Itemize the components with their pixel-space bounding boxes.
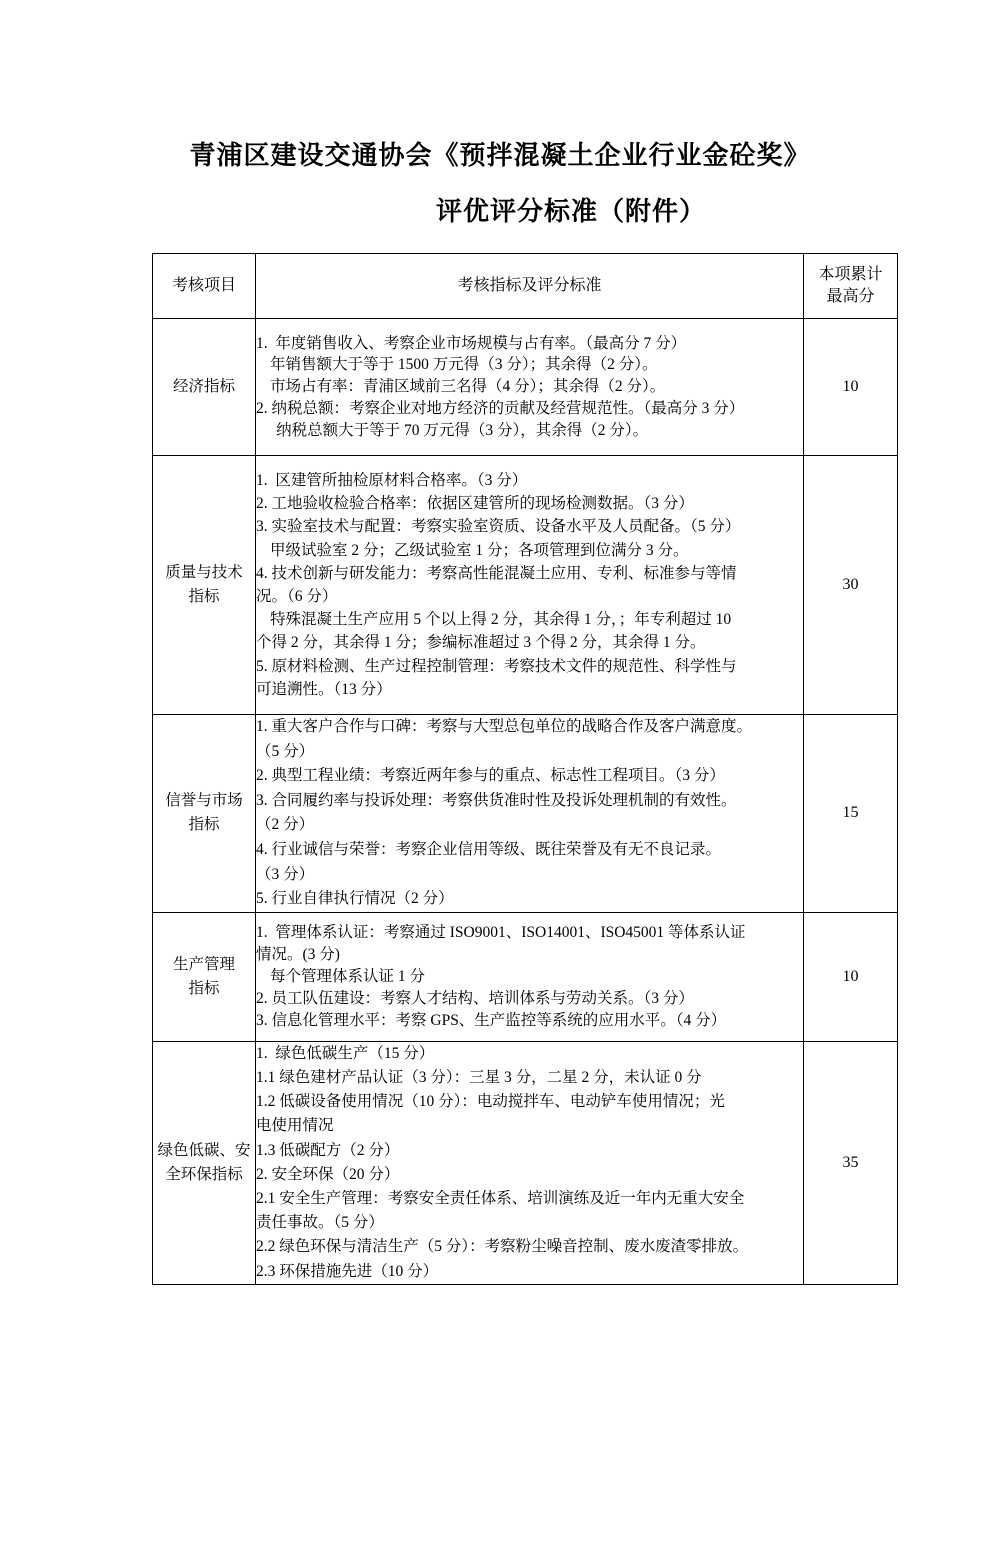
category-cell (153, 319, 256, 456)
table-header-row (153, 254, 898, 319)
category-line: 指标 (188, 979, 220, 997)
table-row (153, 912, 898, 1041)
detail-line: 特殊混凝土生产应用 5 个以上得 2 分，其余得 1 分，；年专利超过 10 (269, 611, 732, 629)
detail-line: （3 分） (256, 865, 315, 883)
detail-line: 市场占有率：青浦区域前三名得（4 分）；其余得（2 分）。 (269, 378, 666, 396)
header-max-score-line1: 本项累计 (818, 266, 883, 283)
table-row (153, 456, 898, 715)
detail-line: 2. 纳税总额：考察企业对地方经济的贡献及经营规范性。（最高分 3 分） (256, 399, 745, 417)
detail-line: 个得 2 分，其余得 1 分；参编标准超过 3 个得 2 分，其余得 1 分。 (256, 634, 706, 652)
detail-line: 4. 行业诚信与荣誉：考察企业信用等级、既往荣誉及有无不良记录。 (256, 840, 722, 858)
category-cell (153, 912, 256, 1041)
detail-line: 责任事故。（5 分） (256, 1214, 384, 1232)
detail-line: 1.3 低碳配方（2 分） (256, 1141, 400, 1159)
detail-line: 2.3 环保措施先进（10 分） (256, 1262, 439, 1280)
detail-line: 5. 行业自律执行情况（2 分） (256, 890, 454, 908)
detail-line: 2.1 安全生产管理：考察安全责任体系、培训演练及近一年内无重大安全 (256, 1189, 745, 1207)
detail-line: 每个管理体系认证 1 分 (269, 967, 425, 985)
detail-line: 4. 技术创新与研发能力：考察高性能混凝土应用、专利、标准参与等情 (256, 564, 737, 582)
detail-line: 3. 合同履约率与投诉处理：考察供货准时性及投诉处理机制的有效性。 (256, 791, 737, 809)
header-max-score-line2: 最高分 (826, 288, 875, 305)
details-cell (256, 715, 804, 913)
category-line: 生产管理 (172, 955, 235, 973)
detail-line: 纳税总额大于等于 70 万元得（3 分），其余得（2 分）。 (276, 421, 649, 439)
max-score-cell: 35 (804, 1041, 898, 1284)
category-line: 全环保指标 (165, 1165, 243, 1183)
detail-line: 1. 管理体系认证：考察通过 ISO9001、ISO14001、ISO45001 等体系认证 (256, 923, 746, 941)
detail-line: 2.2 绿色环保与清洁生产（5 分）：考察粉尘噪音控制、废水废渣零排放。 (256, 1238, 749, 1256)
header-cell-max-score (804, 254, 898, 319)
details-cell (256, 456, 804, 715)
max-score-cell: 10 (804, 319, 898, 456)
criteria-table-body (153, 319, 898, 1285)
header-cell-criteria: 考核指标及评分标准 (256, 254, 804, 319)
detail-line: 可追溯性。（13 分） (256, 680, 392, 698)
category-cell (153, 1041, 256, 1284)
detail-line: 情况。(3 分) (256, 945, 340, 963)
details-cell (256, 912, 804, 1041)
category-line: 质量与技术 (165, 564, 243, 581)
detail-line: 5. 原材料检测、生产过程控制管理：考察技术文件的规范性、科学性与 (256, 657, 737, 675)
criteria-table (152, 253, 898, 1285)
page-subtitle: 评优评分标准（附件） (435, 196, 706, 226)
max-score-cell: 10 (804, 912, 898, 1041)
max-score-cell: 15 (804, 715, 898, 913)
table-row (153, 1041, 898, 1284)
detail-line: 1. 年度销售收入、考察企业市场规模与占有率。（最高分 7 分） (256, 334, 687, 352)
category-cell (153, 715, 256, 913)
detail-line: 电使用情况 (256, 1117, 334, 1135)
detail-line: 2. 员工队伍建设：考察人才结构、培训体系与劳动关系。（3 分） (256, 989, 694, 1007)
detail-line: 2. 安全环保（20 分） (256, 1165, 400, 1183)
category-line: 指标 (188, 588, 220, 605)
details-cell (256, 1041, 804, 1284)
detail-line: 1. 重大客户合作与口碑：考察与大型总包单位的战略合作及客户满意度。 (256, 718, 753, 735)
table-row (153, 319, 898, 456)
detail-line: 况。（6 分） (256, 588, 338, 605)
max-score-cell: 30 (804, 456, 898, 715)
category-cell (153, 456, 256, 715)
detail-line: 甲级试验室 2 分；乙级试验室 1 分；各项管理到位满分 3 分。 (269, 541, 689, 559)
category-line: 指标 (188, 816, 220, 834)
details-cell (256, 319, 804, 456)
detail-line: （2 分） (256, 816, 315, 834)
detail-line: 3. 信息化管理水平：考察 GPS、生产监控等系统的应用水平。（4 分） (256, 1011, 727, 1029)
category-line: 绿色低碳、安 (157, 1141, 251, 1159)
table-row (153, 715, 898, 913)
detail-line: 2. 典型工程业绩：考察近两年参与的重点、标志性工程项目。（3 分） (256, 767, 725, 785)
page-title: 青浦区建设交通协会《预拌混凝土企业行业金砼奖》 (189, 140, 811, 170)
detail-line: 1.1 绿色建材产品认证（3 分）：三星 3 分，二星 2 分，未认证 0 分 (256, 1068, 702, 1086)
detail-line: 2. 工地验收检验合格率：依据区建管所的现场检测数据。（3 分） (256, 495, 694, 513)
category-line: 经济指标 (172, 378, 235, 395)
detail-line: 3. 实验室技术与配置：考察实验室资质、设备水平及人员配备。（5 分） (256, 518, 741, 536)
header-cell-category: 考核项目 (153, 254, 256, 319)
detail-line: 1.2 低碳设备使用情况（10 分）：电动搅拌车、电动铲车使用情况；光 (256, 1093, 725, 1111)
category-line: 信誉与市场 (165, 792, 243, 810)
detail-line: 1. 绿色低碳生产（15 分） (256, 1044, 435, 1062)
detail-line: 年销售额大于等于 1500 万元得（3 分）；其余得（2 分）。 (269, 356, 658, 374)
detail-line: （5 分） (256, 742, 315, 760)
detail-line: 1. 区建管所抽检原材料合格率。（3 分） (256, 471, 528, 489)
